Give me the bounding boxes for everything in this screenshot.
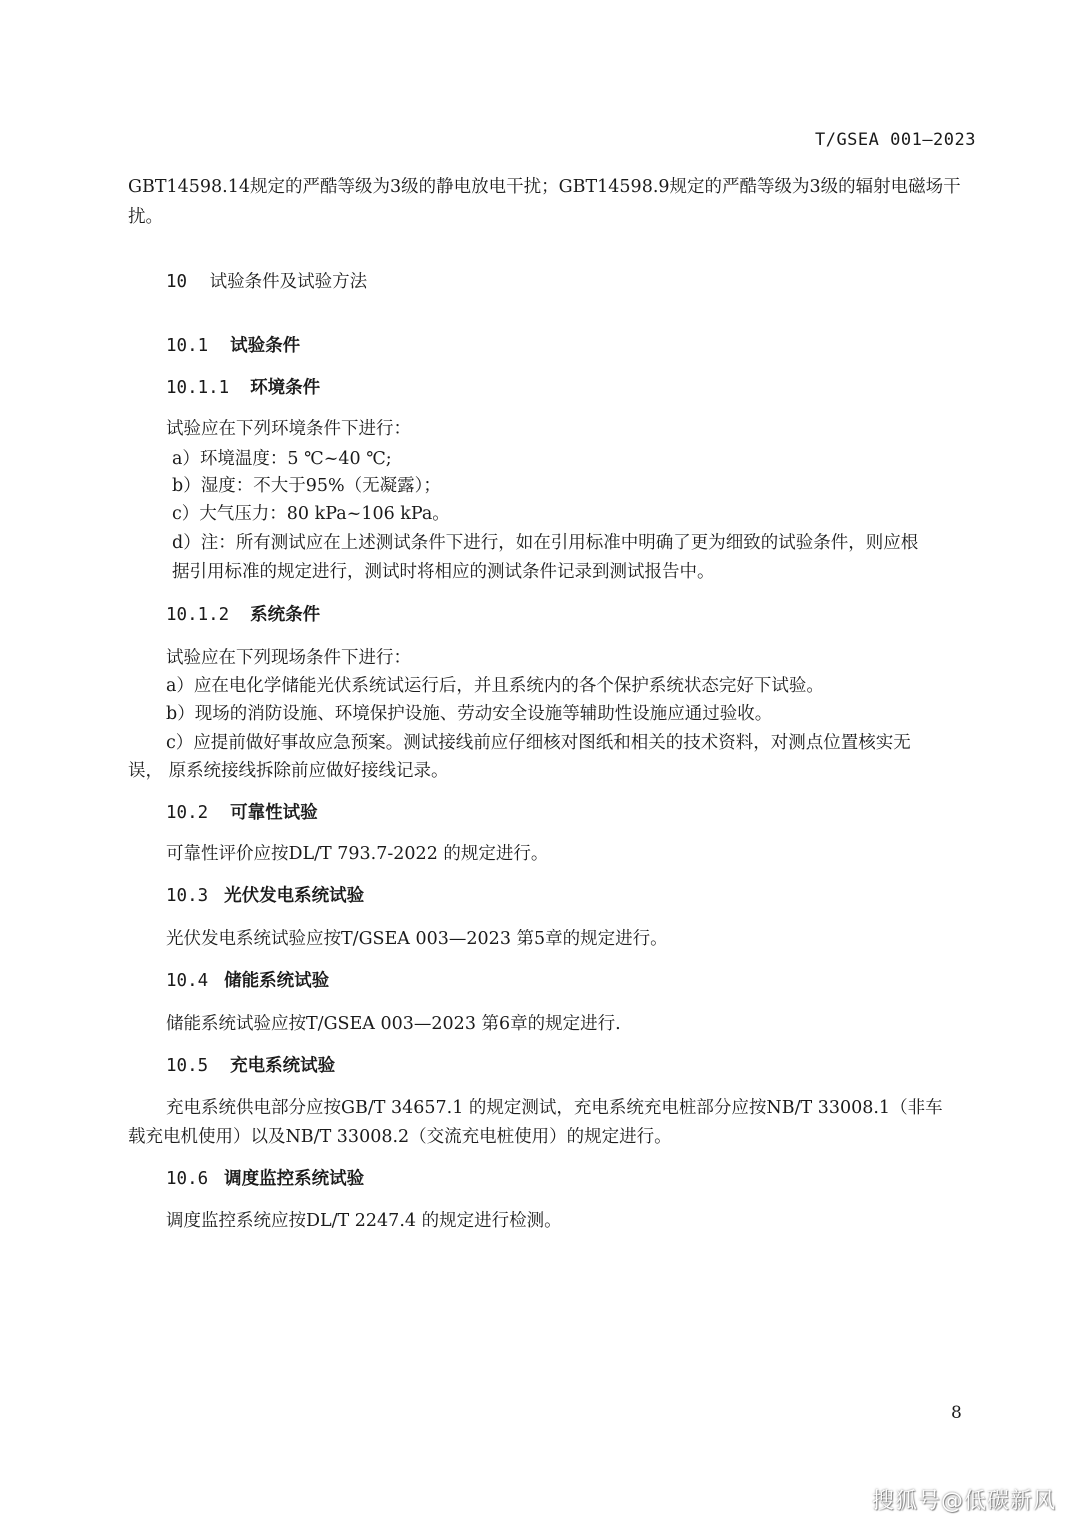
section-title: 储能系统试验 bbox=[224, 971, 330, 991]
section-title: 试验条件 bbox=[230, 336, 301, 356]
section-title: 充电系统试验 bbox=[230, 1056, 336, 1076]
section-title: 光伏发电系统试验 bbox=[224, 886, 365, 906]
environment-item-d-continued: 据引用标准的规定进行，测试时将相应的测试条件记录到测试报告中。 bbox=[172, 562, 715, 582]
section-number: 10.1.1 bbox=[166, 378, 230, 398]
section-number: 10.1.2 bbox=[166, 605, 230, 625]
section-10-3-body: 光伏发电系统试验应按T/GSEA 003—2023 第5章的规定进行。 bbox=[166, 929, 668, 949]
section-10-2-body: 可靠性评价应按DL/T 793.7-2022 的规定进行。 bbox=[166, 844, 549, 864]
section-10-heading bbox=[166, 268, 367, 293]
section-number: 10.6 bbox=[166, 1169, 209, 1189]
section-number: 10.5 bbox=[166, 1056, 209, 1076]
section-10-6-body: 调度监控系统应按DL/T 2247.4 的规定进行检测。 bbox=[166, 1211, 562, 1231]
section-10-2-heading bbox=[166, 799, 318, 824]
environment-item-c: c）大气压力：80 kPa~106 kPa。 bbox=[172, 504, 450, 524]
section-10-5-heading bbox=[166, 1052, 335, 1077]
system-item-c: c）应提前做好事故应急预案。测试接线前应仔细核对图纸和相关的技术资料，对测点位置核实无 bbox=[166, 733, 911, 753]
environment-item-a: a）环境温度：5 ℃~40 ℃; bbox=[172, 449, 392, 469]
section-title: 环境条件 bbox=[250, 378, 321, 398]
section-10-5-body-line-1: 充电系统供电部分应按GB/T 34657.1 的规定测试，充电系统充电桩部分应按NB/T 33008.1（非车 bbox=[166, 1098, 943, 1118]
section-title: 系统条件 bbox=[250, 605, 321, 625]
system-item-c-continued: 误， 原系统接线拆除前应做好接线记录。 bbox=[128, 761, 449, 781]
section-title: 试验条件及试验方法 bbox=[209, 272, 368, 292]
watermark-text: 搜狐号@低碳新风 bbox=[871, 1489, 1056, 1514]
section-10-5-body-line-2: 载充电机使用）以及NB/T 33008.2（交流充电桩使用）的规定进行。 bbox=[128, 1127, 672, 1147]
section-title: 可靠性试验 bbox=[230, 803, 318, 823]
section-title: 调度监控系统试验 bbox=[224, 1169, 365, 1189]
section-10-1-1-heading bbox=[166, 374, 320, 399]
system-item-a: a）应在电化学储能光伏系统试运行后，并且系统内的各个保护系统状态完好下试验。 bbox=[166, 676, 824, 696]
section-10-4-body: 储能系统试验应按T/GSEA 003—2023 第6章的规定进行. bbox=[166, 1014, 621, 1034]
section-number: 10 bbox=[166, 272, 188, 292]
section-10-1-2-heading bbox=[166, 601, 320, 626]
page-number: 8 bbox=[951, 1403, 962, 1423]
section-number: 10.3 bbox=[166, 886, 209, 906]
system-intro: 试验应在下列现场条件下进行： bbox=[166, 648, 411, 668]
section-number: 10.4 bbox=[166, 971, 209, 991]
environment-item-d: d）注：所有测试应在上述测试条件下进行，如在引用标准中明确了更为细致的试验条件，则应根 bbox=[172, 533, 919, 553]
section-10-3-heading bbox=[166, 882, 364, 907]
intro-line-2: 扰。 bbox=[128, 207, 163, 227]
section-number: 10.1 bbox=[166, 336, 209, 356]
system-item-b: b）现场的消防设施、环境保护设施、劳动安全设施等辅助性设施应通过验收。 bbox=[166, 704, 773, 724]
section-10-1-heading bbox=[166, 332, 300, 357]
environment-item-b: b）湿度：不大于95%（无凝露）； bbox=[172, 476, 441, 496]
document-header-id: T/GSEA 001—2023 bbox=[814, 130, 976, 150]
section-10-4-heading bbox=[166, 967, 329, 992]
environment-intro: 试验应在下列环境条件下进行： bbox=[166, 419, 411, 439]
intro-line-1: GBT14598.14规定的严酷等级为3级的静电放电干扰；GBT14598.9规定的严酷等级为3级的辐射电磁场干 bbox=[128, 177, 961, 197]
section-10-6-heading bbox=[166, 1165, 364, 1190]
section-number: 10.2 bbox=[166, 803, 209, 823]
